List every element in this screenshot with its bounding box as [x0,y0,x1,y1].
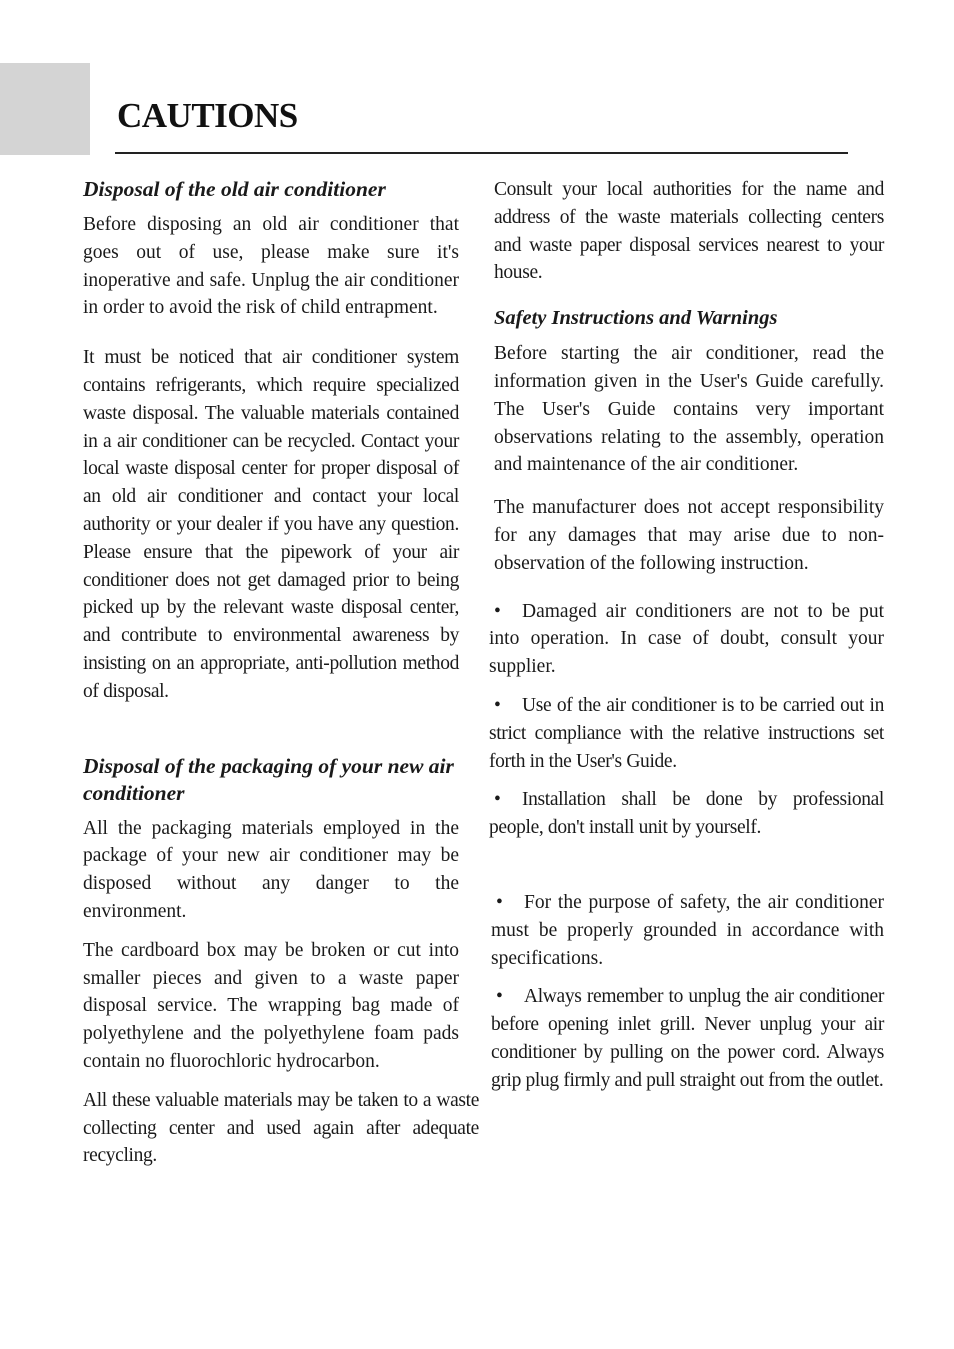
safety-paragraph-1: Before starting the air conditioner, read the information given in the User's Guide carefully. The User's Guide contains very important observations relating to the assembly, operation and maintenance of the air conditioner. [494,343,884,476]
heading-disposal-old: Disposal of the old air conditioner [83,177,386,201]
safety-bullet-3 [489,786,884,842]
safety-bullet-5-text: Always remember to unplug the air conditioner before opening inlet grill. Never unplug your air conditioner by pulling on the power cord. Always grip plug firmly and pull straight out from the outlet. [491,986,884,1091]
safety-bullet-3-text: Installation shall be done by professional people, don't install unit by yourself. [489,789,884,839]
corner-tab [0,63,90,155]
left-column [83,176,479,1170]
title-divider [115,152,848,154]
safety-bullet-4 [491,889,884,972]
safety-bullet-4-text: For the purpose of safety, the air conditioner must be properly grounded in accordance with specifications. [491,891,884,969]
safety-bullet-1 [489,598,884,681]
packaging-paragraph-2: The cardboard box may be broken or cut into smaller pieces and given to a waste paper disposal service. The wrapping bag made of polyethylene and the polyethylene foam pads contain no fluorochloric hydrocarbon. [83,939,459,1072]
safety-bullet-2 [489,692,884,775]
right-column [489,176,884,1095]
bullet-icon: • [494,694,501,716]
safety-paragraph-2: The manufacturer does not accept responsibility for any damages that may arise due to non-observation of the following instruction. [494,497,884,574]
bullet-icon: • [496,986,503,1008]
heading-safety: Safety Instructions and Warnings [494,307,778,330]
safety-bullet-1-text: Damaged air conditioners are not to be put into operation. In case of doubt, consult your supplier. [489,600,884,678]
safety-bullet-2-text: Use of the air conditioner is to be carried out in strict compliance with the relative instructions set forth in the User's Guide. [489,694,884,772]
bullet-icon: • [494,789,501,811]
page-title: CAUTIONS [117,96,298,135]
disposal-old-paragraph-2: It must be noticed that air conditioner system contains refrigerants, which require specialized waste disposal. The valuable materials contained in a air conditioner can be recycled. Contact your local waste disposal center for proper disposal of an old air conditioner and contact your local authority or your dealer if you have any question. Please ensure that the pipework of your air conditioner does not get damaged prior to being picked up by the relevant waste disposal center, and contribute to environmental awareness by insisting on an appropriate, anti-pollution method of disposal. [83,347,459,702]
bullet-icon: • [496,891,503,913]
disposal-old-paragraph-1: Before disposing an old air conditioner that goes out of use, please make sure it's inoperative and safe. Unplug the air conditioner in order to avoid the risk of child entrapment. [83,214,459,319]
heading-disposal-packaging: Disposal of the packaging of your new air conditioner [83,753,454,805]
bullet-icon: • [494,600,501,622]
packaging-paragraph-3: All these valuable materials may be taken to a waste collecting center and used again after adequate recycling. [83,1089,479,1167]
packaging-paragraph-1: All the packaging materials employed in the package of your new air conditioner may be disposed without any danger to the environment. [83,817,459,922]
safety-bullet-5 [491,983,884,1094]
consult-paragraph: Consult your local authorities for the name and address of the waste materials collecting centers and waste paper disposal services nearest to your house. [494,179,884,284]
